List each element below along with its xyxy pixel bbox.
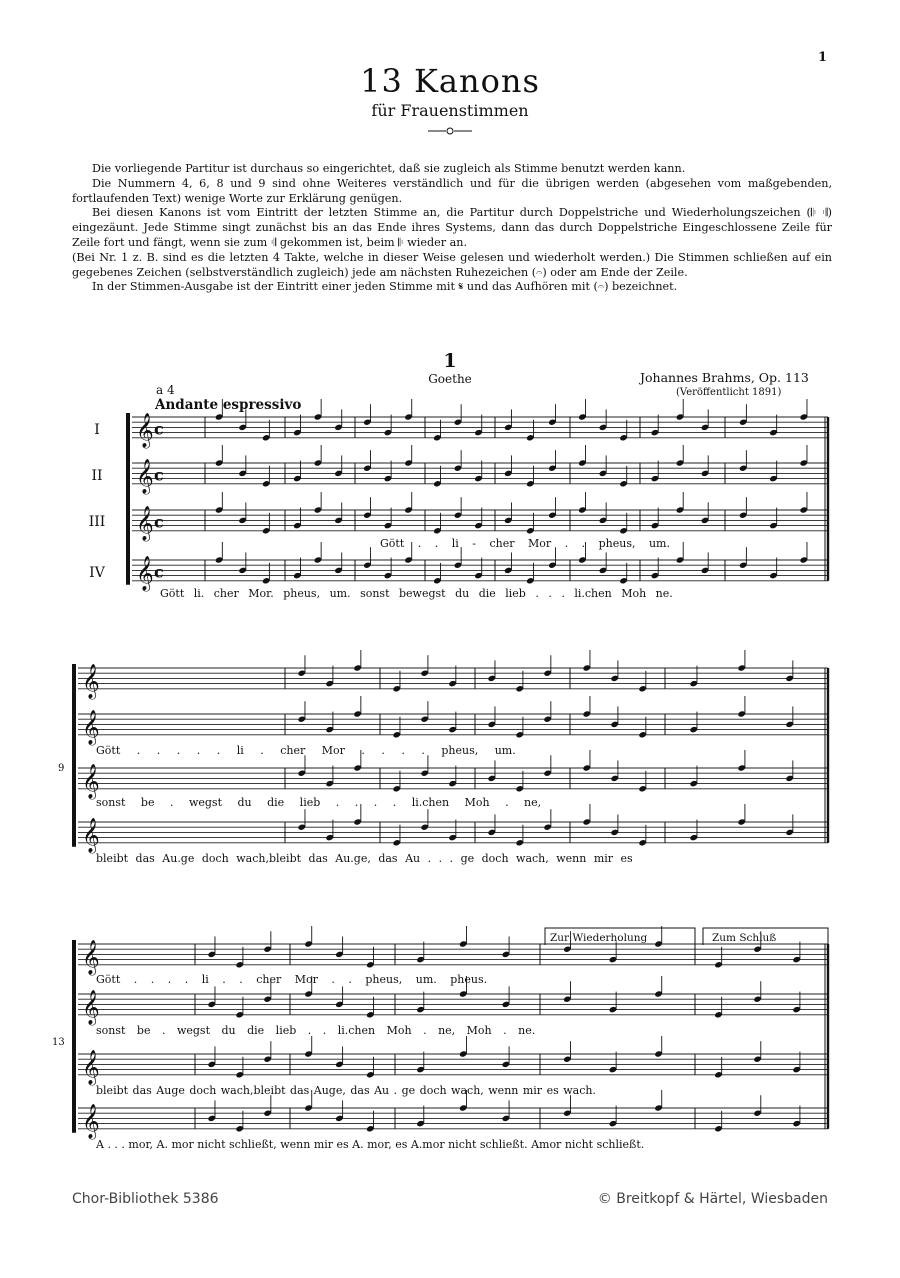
time-signature: c xyxy=(154,465,164,485)
time-signature: c xyxy=(154,419,164,439)
treble-clef: 𝄞 xyxy=(82,1049,100,1085)
treble-clef: 𝄞 xyxy=(82,1103,100,1139)
lyric-line: sonst be . wegst du die lieb . . li.chen Moh . ne, Moh . ne. xyxy=(96,1024,536,1037)
treble-clef: 𝄞 xyxy=(82,709,100,745)
treble-clef: 𝄞 xyxy=(136,458,154,494)
lyric-line: A . . . mor, A. mor nicht schließt, wenn mir es A. mor, es A.mor nicht schließt. Amor nicht schließt. xyxy=(96,1138,645,1151)
time-signature: c xyxy=(154,562,164,582)
poet-credit: Goethe xyxy=(428,372,472,386)
voice-label: III xyxy=(88,514,106,530)
voice-label: I xyxy=(94,422,100,438)
lyric-line: Gött li. cher Mor. pheus, um. sonst bewegst du die lieb . . . li.chen Moh ne. xyxy=(160,587,673,600)
lyric-line: sonst be . wegst du die lieb . . . . li.chen Moh . ne, xyxy=(96,796,542,809)
publisher-credit: © Breitkopf & Härtel, Wiesbaden xyxy=(597,1191,828,1207)
repeat-label: Zur Wiederholung xyxy=(550,932,648,944)
lyric-line: Gött . . . . li . . cher Mor . . pheus, um. pheus. xyxy=(96,973,488,986)
treble-clef: 𝄞 xyxy=(136,555,154,591)
tempo-marking: Andante espressivo xyxy=(155,397,302,413)
intro-paragraph: (Bei Nr. 1 z. B. sind es die letzten 4 Takte, welche in dieser Weise gelesen und wiederholt werden.) Die Stimmen schließen auf ein gegebenes Zeichen (selbstverständlich zugleich) jede am nächsten Ruhezeichen (𝄐) oder am Ende der Zeile. xyxy=(72,250,832,279)
intro-paragraph: Die vorliegende Partitur ist durchaus so eingerichtet, daß sie zugleich als Stimme benutzt werden kann. xyxy=(92,162,686,175)
page-subtitle: für Frauenstimmen xyxy=(371,101,529,120)
treble-clef: 𝄞 xyxy=(82,939,100,975)
time-signature: c xyxy=(154,512,164,532)
measure-number: 9 xyxy=(58,763,65,774)
voicing-label: a 4 xyxy=(156,383,175,397)
intro-paragraph: In der Stimmen-Ausgabe ist der Eintritt einer jeden Stimme mit 𝄋 und das Aufhören mit (𝄐) bezeichnet. xyxy=(92,280,678,294)
treble-clef: 𝄞 xyxy=(136,505,154,541)
publication-note: (Veröffentlicht 1891) xyxy=(676,387,782,398)
catalog-number: Chor-Bibliothek 5386 xyxy=(72,1191,219,1207)
ending-bracket xyxy=(703,928,828,945)
lyric-line: Gött . . li - cher Mor . . pheus, um. xyxy=(380,537,670,550)
measure-number: 13 xyxy=(52,1037,65,1048)
ending-label: Zum Schluß xyxy=(712,932,777,944)
page-number: 1 xyxy=(818,50,828,65)
intro-paragraph: Bei diesen Kanons ist vom Eintritt der letzten Stimme an, die Partitur durch Doppelstriche und Wiederholungszeichen (𝄆 𝄇) eingezäunt. Jede Stimme singt zunächst bis an das Ende ihres Systems, dann das durch Doppelstriche Eingeschlossene Zeile für Zeile fort und fängt, wenn sie zum 𝄇 gekommen ist, beim 𝄆 wieder an. xyxy=(72,206,832,249)
lyric-line: Gött . . . . . li . cher Mor . . . . pheus, um. xyxy=(96,744,516,757)
treble-clef: 𝄞 xyxy=(82,989,100,1025)
staff-lines xyxy=(78,417,828,1129)
voice-label: IV xyxy=(89,565,105,581)
canon-number: 1 xyxy=(443,350,457,372)
composer-credit: Johannes Brahms, Op. 113 xyxy=(640,370,809,385)
repeat-bracket xyxy=(545,928,695,945)
voice-label: II xyxy=(91,468,103,484)
treble-clef: 𝄞 xyxy=(136,412,154,448)
treble-clef: 𝄞 xyxy=(82,817,100,853)
treble-clef: 𝄞 xyxy=(82,663,100,699)
treble-clef: 𝄞 xyxy=(82,763,100,799)
intro-paragraph: Die Nummern 4, 6, 8 und 9 sind ohne Weiteres verständlich und für die übrigen werden (abgesehen vom maßgebenden, fortlaufenden Text) wenige Worte zur Erklärung genügen. xyxy=(72,176,832,205)
page-title: 13 Kanons xyxy=(360,62,540,100)
lyric-line: bleibt das Au.ge doch wach,bleibt das Au.ge, das Au . . . ge doch wach, wenn mir es xyxy=(96,852,633,865)
lyric-line: bleibt das Auge doch wach,bleibt das Auge, das Au . ge doch wach, wenn mir es wach. xyxy=(96,1084,596,1097)
